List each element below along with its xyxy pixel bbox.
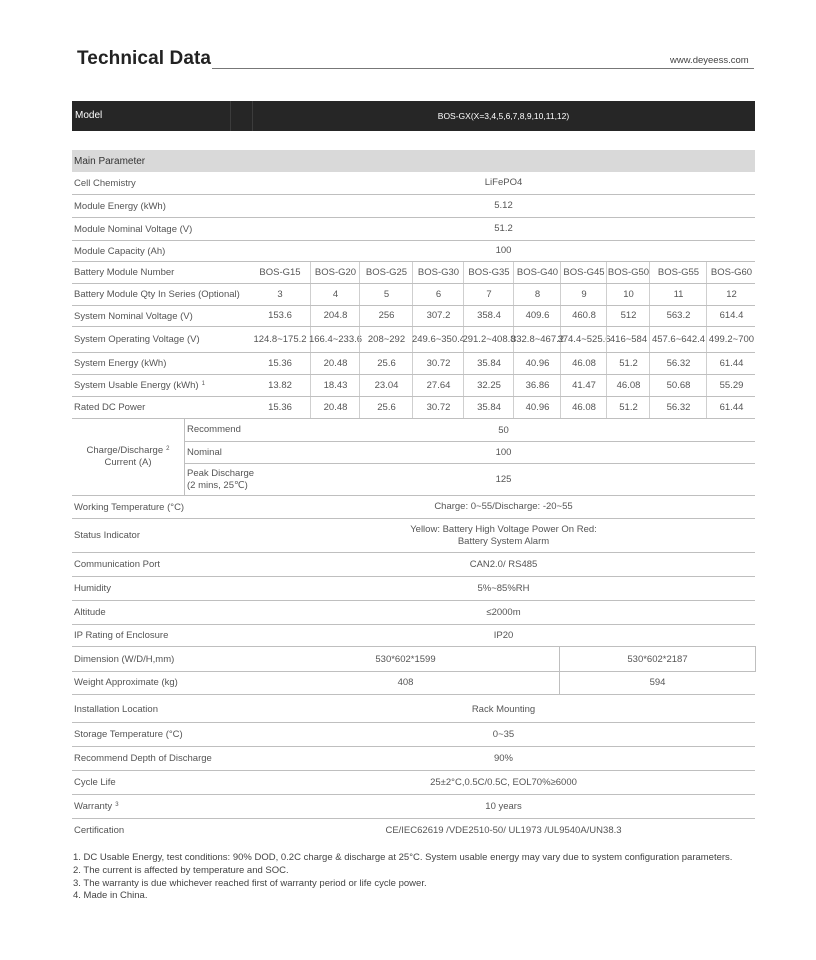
spec-label bbox=[74, 771, 116, 794]
current-value: 100 bbox=[495, 447, 512, 458]
variant-cell: 46.08 bbox=[560, 397, 607, 418]
variant-cell: BOS-G15 bbox=[259, 266, 301, 278]
spec-label: Communication Port bbox=[74, 559, 161, 570]
variant-cell: 46.08 bbox=[560, 353, 607, 374]
variant-cell: BOS-G35 bbox=[463, 262, 514, 283]
variant-cell: 512 bbox=[606, 306, 650, 326]
variant-cell: 499.2~700 bbox=[706, 327, 756, 352]
website-link[interactable]: www.deyeess.com bbox=[670, 55, 749, 66]
charge-discharge-current-group bbox=[72, 419, 755, 496]
variant-cell: 7 bbox=[463, 284, 514, 305]
group-label-line2: Current (A) bbox=[104, 457, 152, 468]
spec-row-cell-chemistry bbox=[72, 172, 755, 195]
spec-label: Dimension (W/D/H,mm) bbox=[74, 653, 175, 665]
spec-label bbox=[74, 306, 193, 326]
variant-cell: BOS-G55 bbox=[649, 262, 707, 283]
variant-cell: 409.6 bbox=[513, 306, 561, 326]
variant-cell: 25.6 bbox=[359, 353, 413, 374]
variant-cell: 56.32 bbox=[649, 397, 707, 418]
spec-value: 90% bbox=[493, 752, 513, 764]
variant-row bbox=[72, 284, 755, 306]
variant-cells bbox=[250, 306, 755, 326]
variant-cell: 25.6 bbox=[359, 397, 413, 418]
variant-cell: 41.47 bbox=[560, 375, 607, 396]
spec-label-text: Battery Module Number bbox=[74, 267, 175, 278]
spec-row-ip-rating bbox=[72, 625, 755, 646]
spec-value-tall-rack: 530*602*2187 bbox=[559, 647, 755, 671]
model-label: Model bbox=[75, 110, 103, 121]
variant-cell: 6 bbox=[412, 284, 464, 305]
variant-row bbox=[72, 397, 755, 419]
spec-value-short-rack: 530*602*1599 bbox=[375, 653, 436, 665]
variant-cell: 563.2 bbox=[649, 306, 707, 326]
variant-cell: 3 bbox=[277, 288, 283, 300]
spec-label-text: Installation Location bbox=[74, 704, 158, 715]
spec-row bbox=[72, 697, 755, 723]
spec-label bbox=[74, 397, 145, 418]
spec-label bbox=[74, 262, 174, 283]
spec-value: 0~35 bbox=[492, 728, 515, 740]
variant-cell: 20.48 bbox=[310, 397, 360, 418]
footnote-marker: 1 bbox=[201, 380, 205, 387]
variant-cell: BOS-G20 bbox=[310, 262, 360, 283]
variant-cell: 8 bbox=[513, 284, 561, 305]
spec-row-weight bbox=[72, 671, 755, 695]
variant-cell: 35.84 bbox=[463, 397, 514, 418]
spec-label bbox=[74, 723, 183, 746]
spec-value: CAN2.0/ RS485 bbox=[469, 558, 538, 570]
variant-cells bbox=[250, 397, 755, 418]
spec-row-altitude bbox=[72, 601, 755, 625]
title-underline bbox=[212, 68, 754, 69]
spec-label: Cell Chemistry bbox=[74, 177, 136, 189]
variant-cell: 30.72 bbox=[412, 397, 464, 418]
spec-label bbox=[74, 284, 240, 305]
spec-value: 25±2°C,0.5C/0.5C, EOL70%≥6000 bbox=[430, 776, 577, 788]
variant-cell: 153.6 bbox=[268, 310, 292, 321]
variant-cell: 4 bbox=[310, 284, 360, 305]
current-label-line2: (2 mins, 25℃) bbox=[187, 479, 248, 491]
variant-row bbox=[72, 327, 755, 353]
variant-cell: 457.6~642.4 bbox=[649, 327, 707, 352]
variant-row bbox=[72, 375, 755, 397]
variant-cell: 55.29 bbox=[706, 375, 756, 396]
variant-cell: BOS-G45 bbox=[560, 262, 607, 283]
variant-cell: 332.8~467.2 bbox=[513, 327, 561, 352]
spec-label bbox=[74, 747, 212, 770]
variant-row bbox=[72, 262, 755, 284]
variant-cell: 40.96 bbox=[513, 353, 561, 374]
charge-discharge-label bbox=[72, 419, 184, 495]
variant-cell: 166.4~233.6 bbox=[310, 327, 360, 352]
spec-label bbox=[74, 697, 158, 722]
spec-value: IP20 bbox=[493, 629, 514, 641]
spec-label-text: Certification bbox=[74, 825, 125, 836]
spec-label: Status Indicator bbox=[74, 530, 141, 541]
current-value: 125 bbox=[495, 474, 512, 485]
variant-cell: 208~292 bbox=[359, 327, 413, 352]
variant-cell: 61.44 bbox=[706, 353, 756, 374]
variant-cell: 46.08 bbox=[606, 375, 650, 396]
spec-value: Rack Mounting bbox=[471, 703, 536, 715]
variant-cell: BOS-G50 bbox=[606, 262, 650, 283]
spec-value-line2: Battery System Alarm bbox=[457, 535, 550, 547]
spec-row-status-indicator bbox=[72, 519, 755, 553]
spec-label-text: Cycle Life bbox=[74, 777, 116, 788]
variant-cell: 20.48 bbox=[310, 353, 360, 374]
spec-value-line1: Yellow: Battery High Voltage Power On Red: bbox=[410, 523, 597, 535]
variant-cell: BOS-G40 bbox=[513, 262, 561, 283]
variant-cell: 256 bbox=[359, 306, 413, 326]
variant-cell: 23.04 bbox=[359, 375, 413, 396]
model-header-row bbox=[72, 101, 755, 131]
spec-value bbox=[252, 519, 755, 552]
spec-label: Module Capacity (Ah) bbox=[74, 245, 166, 257]
spec-row-module-capacity bbox=[72, 241, 755, 262]
variant-cells bbox=[250, 262, 755, 283]
spec-row bbox=[72, 795, 755, 819]
spec-value: Charge: 0~55/Discharge: -20~55 bbox=[434, 501, 573, 512]
variant-cell: 30.72 bbox=[412, 353, 464, 374]
variant-cell: 18.43 bbox=[310, 375, 360, 396]
variant-cell: BOS-G30 bbox=[412, 262, 464, 283]
variant-cell: 307.2 bbox=[412, 306, 464, 326]
spec-value: 100 bbox=[495, 245, 512, 256]
current-label-line1: Peak Discharge bbox=[187, 467, 255, 479]
group-label-line1: Charge/Discharge bbox=[86, 445, 164, 456]
spec-label: Module Energy (kWh) bbox=[74, 200, 166, 212]
variant-row bbox=[72, 306, 755, 327]
variant-cell: 51.2 bbox=[606, 353, 650, 374]
spec-label-text: System Operating Voltage (V) bbox=[74, 334, 200, 345]
footnote-marker: 3 bbox=[115, 801, 119, 808]
spec-label bbox=[74, 327, 200, 352]
variant-cell: 40.96 bbox=[513, 397, 561, 418]
variant-cell: BOS-G60 bbox=[706, 262, 756, 283]
spec-value: 5%~85%RH bbox=[477, 582, 530, 594]
spec-row-communication-port bbox=[72, 553, 755, 577]
spec-row bbox=[72, 723, 755, 747]
spec-row-working-temperature bbox=[72, 496, 755, 519]
variant-cell: BOS-G25 bbox=[359, 262, 413, 283]
variant-cell: 36.86 bbox=[513, 375, 561, 396]
variant-cell: 50.68 bbox=[649, 375, 707, 396]
footnotes bbox=[73, 852, 732, 903]
footnote: 2. The current is affected by temperature and SOC. bbox=[73, 864, 289, 876]
spec-label-text: Warranty bbox=[74, 801, 113, 812]
spec-value: 5.12 bbox=[494, 200, 513, 211]
spec-label bbox=[74, 819, 124, 842]
variant-cells bbox=[250, 353, 755, 374]
spec-row bbox=[72, 771, 755, 795]
spec-value: 10 years bbox=[485, 800, 522, 812]
variant-cell: 51.2 bbox=[606, 397, 650, 418]
footnote: 1. DC Usable Energy, test conditions: 90% DOD, 0.2C charge & discharge at 25°C. System usable energy may vary due to system configuration parameters. bbox=[73, 852, 733, 863]
spec-row bbox=[72, 819, 755, 842]
spec-label bbox=[74, 353, 166, 374]
variant-cell: 358.4 bbox=[463, 306, 514, 326]
spec-label-text: System Nominal Voltage (V) bbox=[74, 310, 193, 322]
variant-cell: 614.4 bbox=[706, 306, 756, 326]
current-label: Recommend bbox=[187, 424, 241, 435]
variant-cell: 56.32 bbox=[649, 353, 707, 374]
variant-cell: 291.2~408.8 bbox=[463, 327, 514, 352]
variant-cell: 204.8 bbox=[310, 306, 360, 326]
spec-value: LiFePO4 bbox=[484, 177, 523, 188]
spec-label bbox=[74, 795, 119, 818]
variant-cell: 9 bbox=[560, 284, 607, 305]
variant-cell: 460.8 bbox=[560, 306, 607, 326]
variant-cell: 374.4~525.6 bbox=[560, 327, 607, 352]
variant-cell: 61.44 bbox=[706, 397, 756, 418]
current-label bbox=[187, 464, 254, 495]
page-title: Technical Data bbox=[77, 48, 212, 69]
variant-cell: 27.64 bbox=[412, 375, 464, 396]
spec-label-text: Rated DC Power bbox=[74, 402, 146, 413]
variant-cell: 32.25 bbox=[463, 375, 514, 396]
variant-cell: 124.8~175.2 bbox=[253, 333, 307, 345]
current-label: Nominal bbox=[187, 446, 222, 458]
spec-value-tall-rack: 594 bbox=[559, 671, 755, 694]
current-value: 50 bbox=[498, 424, 509, 436]
spec-label-text: System Usable Energy (kWh) bbox=[74, 380, 199, 391]
spec-label-text: Recommend Depth of Discharge bbox=[74, 753, 212, 764]
variant-cell: 15.36 bbox=[268, 401, 292, 413]
spec-label: Module Nominal Voltage (V) bbox=[74, 223, 193, 235]
spec-label-text: System Energy (kWh) bbox=[74, 358, 167, 369]
spec-row-dimension bbox=[72, 646, 756, 672]
footnote-marker: 2 bbox=[166, 446, 170, 452]
section-title: Main Parameter bbox=[74, 156, 146, 167]
spec-row-humidity bbox=[72, 577, 755, 601]
model-value: BOS-GX(X=3,4,5,6,7,8,9,10,11,12) bbox=[437, 111, 570, 121]
spec-label: Working Temperature (°C) bbox=[74, 501, 185, 513]
variant-cells bbox=[250, 375, 755, 396]
spec-value: CE/IEC62619 /VDE2510-50/ UL1973 /UL9540A/UN38.3 bbox=[385, 824, 622, 836]
spec-row-module-nominal-voltage bbox=[72, 218, 755, 241]
spec-label: IP Rating of Enclosure bbox=[74, 630, 169, 641]
current-row-nominal bbox=[185, 442, 755, 464]
variant-cell: 249.6~350.4 bbox=[412, 327, 464, 352]
variant-cell: 13.82 bbox=[268, 379, 292, 391]
variant-cells bbox=[250, 327, 755, 352]
spec-label: Altitude bbox=[74, 607, 106, 618]
variant-cells bbox=[250, 284, 755, 305]
spec-label-text: Storage Temperature (°C) bbox=[74, 729, 183, 740]
spec-value: 51.2 bbox=[494, 223, 513, 234]
current-row-peak-discharge bbox=[185, 464, 755, 495]
divider bbox=[230, 101, 231, 131]
spec-row-module-energy bbox=[72, 195, 755, 218]
variant-cell: 5 bbox=[359, 284, 413, 305]
variant-cell: 416~584 bbox=[606, 327, 650, 352]
spec-value-short-rack: 408 bbox=[397, 677, 414, 688]
current-row-recommend bbox=[185, 419, 755, 442]
variant-cell: 12 bbox=[706, 284, 756, 305]
footnote: 3. The warranty is due whichever reached first of warranty period or life cycle power. bbox=[73, 877, 427, 889]
variant-cell: 15.36 bbox=[268, 357, 292, 369]
spec-value: ≤2000m bbox=[486, 606, 521, 618]
spec-label-text: Battery Module Qty In Series (Optional) bbox=[74, 289, 240, 300]
section-header-main-parameter bbox=[72, 150, 755, 172]
footnote: 4. Made in China. bbox=[73, 890, 148, 902]
variant-cell: 10 bbox=[606, 284, 650, 305]
variant-cell: 35.84 bbox=[463, 353, 514, 374]
spec-row bbox=[72, 747, 755, 771]
spec-label bbox=[74, 375, 205, 396]
spec-label: Humidity bbox=[74, 583, 111, 594]
variant-row bbox=[72, 353, 755, 375]
spec-label: Weight Approximate (kg) bbox=[74, 677, 178, 688]
variant-cell: 11 bbox=[649, 284, 707, 305]
